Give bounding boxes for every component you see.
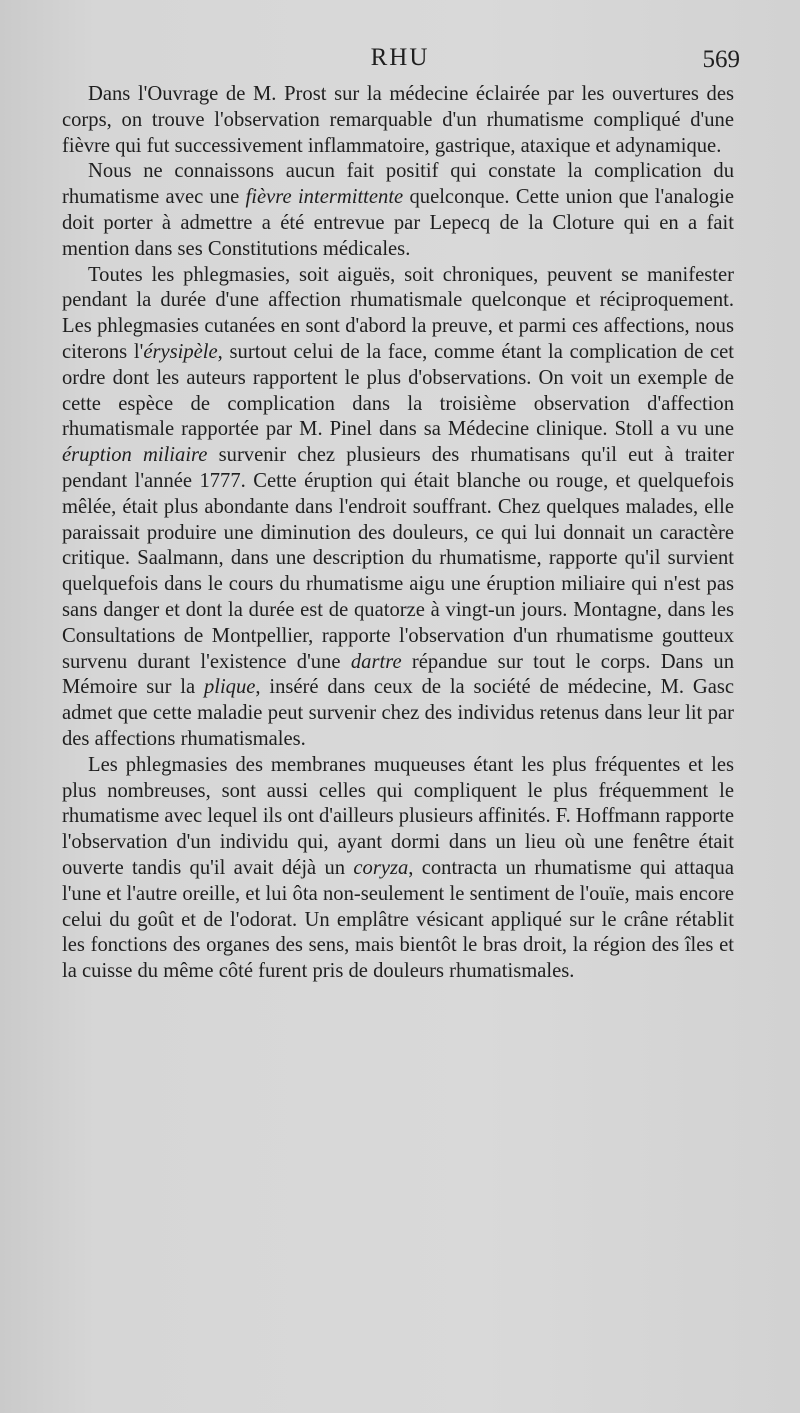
body-text [62,82,734,985]
page-header [60,44,740,84]
paragraph [62,159,734,262]
text-run: , inséré dans ceux de la société de médecine, M. Gasc admet que cette maladie peut survenir chez des individus retenus dans leur lit par des affections rhumatismales. [62,676,734,750]
text-run: Dans l'Ouvrage de M. Prost sur la médecine éclairée par les ouvertures des corps, on trouve l'observation remarquable d'un rhumatisme compliqué d'une fièvre qui fut successivement inflammatoire, gastrique, ataxique et adynamique. [62,83,734,157]
italic-term: plique [203,676,256,699]
text-run: Les phlegmasies des membranes muqueuses étant les plus fréquentes et les plus nombreuses, sont aussi celles qui compliquent le plus fréquemment le rhumatisme avec lequel ils ont d'ailleurs plusieurs affinités. F. Hoffmann rapporte l'observation d'un individu qui, ayant dormi dans un lieu où une fenêtre était ouverte tandis qu'il avait déjà un [62,753,734,879]
text-run: , contracta un rhumatisme qui attaqua l'une et l'autre oreille, et lui ôta non-seulement le sentiment de l'ouïe, mais encore celui du goût et de l'odorat. Un emplâtre vésicant appliqué sur le crâne rétablit les fonctions des organes des sens, mais bientôt le bras droit, la région des îles et la cuisse du même côté furent pris de douleurs rhumatismales. [62,856,734,983]
paragraph [62,82,734,159]
italic-term: coryza [353,856,409,879]
paragraph [62,753,734,985]
text-run: quelconque. Cette union que l'analogie doit porter à admettre a été entrevue par Lepecq de la Cloture qui en a fait mention dans ses Constitutions médicales. [62,186,734,260]
paragraph [62,263,734,753]
text-run: , surtout celui de la face, comme étant la complication de cet ordre dont les auteurs rapportent le plus d'observations. On voit un exemple de cette espèce de complication dans la troisième observation d'affection rhumatismale rapportée par M. Pinel dans sa Médecine clinique. Stoll a vu une [62,340,734,441]
italic-term: éruption miliaire [62,444,208,467]
text-run: Toutes les phlegmasies, soit aiguës, soit chroniques, peuvent se manifester pendant la durée d'une affection rhumatismale quelconque et réciproquement. Les phlegmasies cutanées en sont d'abord la preuve, et parmi ces affections, nous citerons l' [62,263,734,363]
italic-term: érysipèle [143,340,218,363]
italic-term: dartre [350,650,402,673]
text-run: Nous ne connaissons aucun fait positif qui constate la complication du rhumatisme avec une [62,160,734,209]
running-head: RHU [370,44,430,71]
text-run: survenir chez plusieurs des rhumatisans qu'il eut à traiter pendant l'année 1777. Cette éruption qui était blanche ou rouge, et quelquefois mêlée, était plus abondante dans l'endroit souffrant. Chez quelques malades, elle paraissait produire une diminution des douleurs, ce qui lui donnait un caractère critique. Saalmann, dans une description du rhumatisme, rapporte qu'il survient quelquefois dans le cours du rhumatisme aigu une éruption miliaire qui n'est pas sans danger et dont la durée est de quatorze à vingt-un jours. Montagne, dans les Consultations de Montpellier, rapporte l'observation d'un rhumatisme goutteux survenu durant l'existence d'une [62,444,734,673]
page-number: 569 [702,46,740,73]
text-run: répandue sur tout le corps. Dans un Mémoire sur la [62,650,734,699]
italic-term: fièvre intermittente [245,186,404,209]
